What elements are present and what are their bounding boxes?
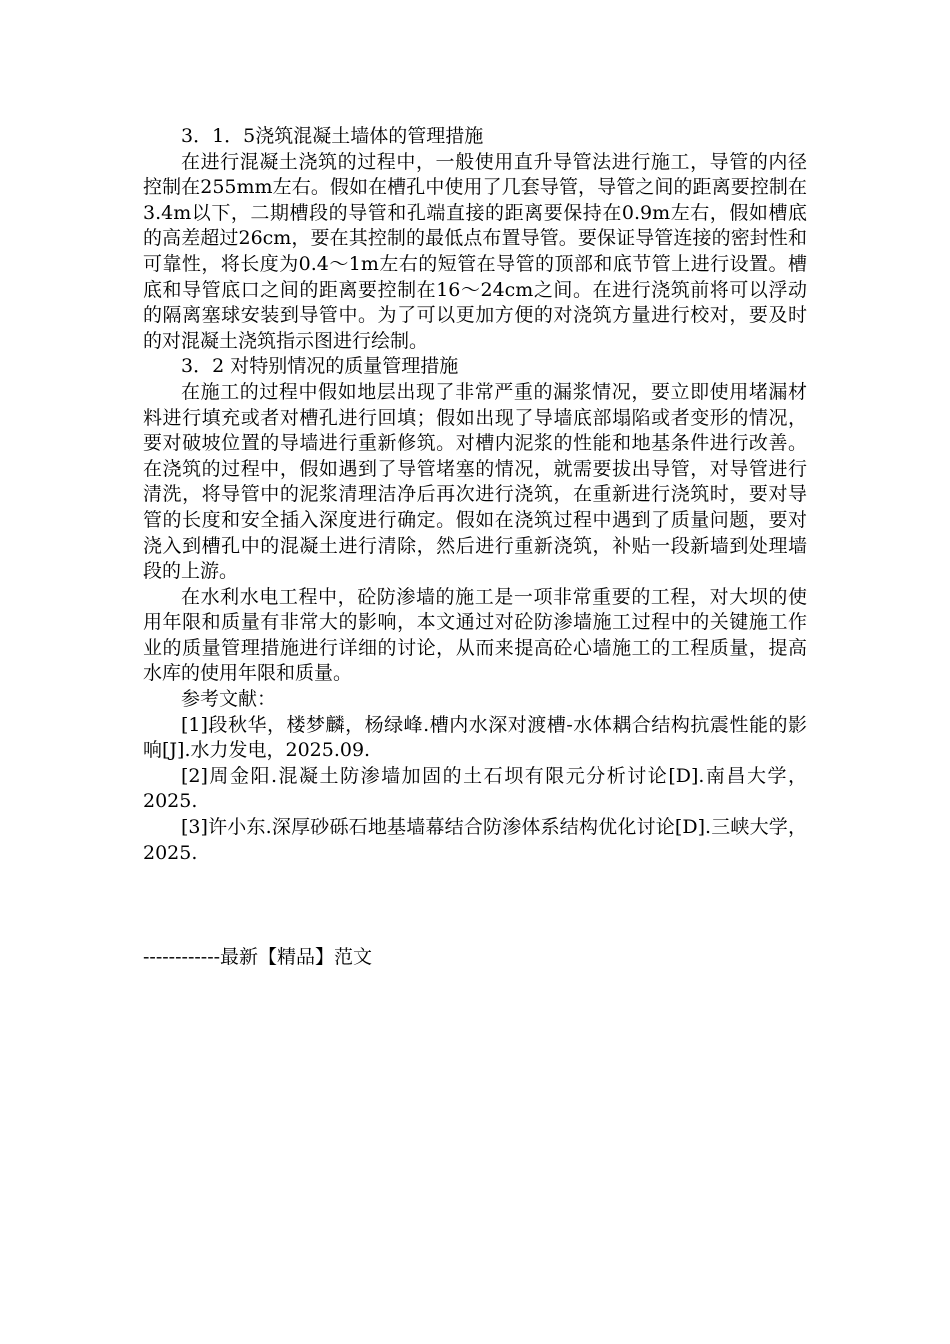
section-paragraph-3-2: 在施工的过程中假如地层出现了非常严重的漏浆情况，要立即使用堵漏材料进行填充或者对槽孔进行回填；假如出现了导墙底部塌陷或者变形的情况，要对破坡位置的导墙进行重新修筑。对槽内泥浆的性能和地基条件进行改善。在浇筑的过程中，假如遇到了导管堵塞的情况，就需要拔出导管，对导管进行清洗，将导管中的泥浆清理洁净后再次进行浇筑，在重新进行浇筑时，要对导管的长度和安全插入深度进行确定。假如在浇筑过程中遇到了质量问题，要对浇入到槽孔中的混凝土进行清除，然后进行重新浇筑，补贴一段新墙到处理墙段的上游。 xyxy=(143,380,807,583)
references-heading: 参考文献： xyxy=(181,688,277,711)
section-paragraph-3-1-5: 在进行混凝土浇筑的过程中，一般使用直升导管法进行施工，导管的内径控制在255mm左右。假如在槽孔中使用了几套导管，导管之间的距离要控制在3.4m以下，二期槽段的导管和孔端直接的距离要保持在0.9m左右，假如槽底的高差超过26cm，要在其控制的最低点布置导管。要保证导管连接的密封性和可靠性，将长度为0.4～1m左右的短管在导管的顶部和底节管上进行设置。槽底和导管底口之间的距离要控制在16～24cm之间。在进行浇筑前将可以浮动的隔离塞球安装到导管中。为了可以更加方便的对浇筑方量进行校对，要及时的对混凝土浇筑指示图进行绘制。 xyxy=(143,150,807,352)
conclusion-paragraph: 在水利水电工程中，砼防渗墙的施工是一项非常重要的工程，对大坝的使用年限和质量有非常大的影响，本文通过对砼防渗墙施工过程中的关键施工作业的质量管理措施进行详细的讨论，从而来提高砼心墙施工的工程质量，提高水库的使用年限和质量。 xyxy=(143,585,807,685)
reference-item-1: [1]段秋华，楼梦麟，杨绿峰.槽内水深对渡槽-水体耦合结构抗震性能的影响[J].水力发电，2025.09. xyxy=(143,713,807,762)
section-heading-3-2: 3．2 对特别情况的质量管理措施 xyxy=(181,355,459,378)
reference-item-3: [3]许小东.深厚砂砾石地基墙幕结合防渗体系结构优化讨论[D].三峡大学，2025. xyxy=(143,816,807,864)
document-body xyxy=(143,124,807,866)
section-heading-3-1-5: 3．1．5浇筑混凝土墙体的管理措施 xyxy=(181,125,484,147)
reference-item-2: [2]周金阳.混凝土防渗墙加固的土石坝有限元分析讨论[D].南昌大学，2025. xyxy=(143,764,807,813)
footer-text: ------------最新【精品】范文 xyxy=(143,946,373,968)
